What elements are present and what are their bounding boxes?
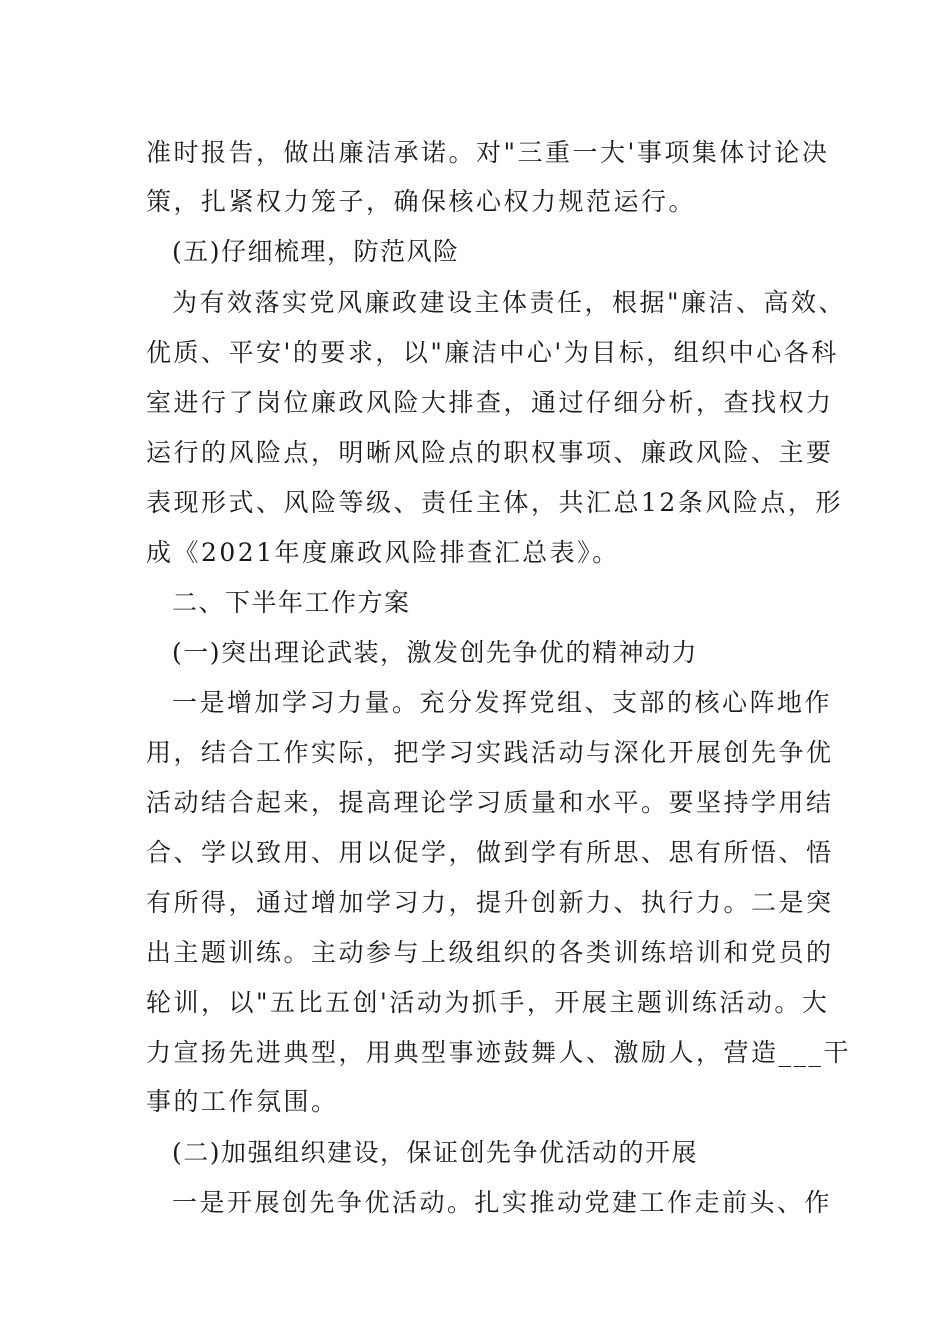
paragraph-line: 事的工作氛围。 bbox=[146, 1087, 339, 1116]
paragraph-line: 合、学以致用、用以促学，做到学有所思、思有所悟、悟 bbox=[146, 838, 834, 867]
paragraph-line: 一是增加学习力量。充分发挥党组、支部的核心阵地作 bbox=[172, 688, 833, 717]
paragraph-line: 准时报告，做出廉洁承诺。对"三重一大'事项集体讨论决 bbox=[146, 138, 830, 167]
paragraph-line: 有所得，通过增加学习力，提升创新力、执行力。二是突 bbox=[146, 888, 834, 917]
paragraph-line: 轮训，以"五比五创'活动为抓手，开展主题训练活动。大 bbox=[146, 988, 830, 1017]
section-heading: 二、下半年工作方案 bbox=[172, 588, 411, 617]
paragraph-line: 表现形式、风险等级、责任主体，共汇总12条风险点，形 bbox=[146, 488, 843, 517]
paragraph-line: 一是开展创先争优活动。扎实推动党建工作走前头、作 bbox=[172, 1188, 833, 1217]
paragraph-line: 出主题训练。主动参与上级组织的各类训练培训和党员的 bbox=[146, 938, 834, 967]
paragraph-line: 优质、平安'的要求，以"廉洁中心'为目标，组织中心各科 bbox=[146, 338, 839, 367]
paragraph-line: 活动结合起来，提高理论学习质量和水平。要坚持学用结 bbox=[146, 788, 834, 817]
paragraph-line: 策，扎紧权力笼子，确保核心权力规范运行。 bbox=[146, 187, 697, 216]
section-heading: (五)仔细梳理，防范风险 bbox=[172, 237, 460, 266]
paragraph-line: 成《2021年度廉政风险排查汇总表》。 bbox=[146, 538, 620, 567]
paragraph-line: 力宣扬先进典型，用典型事迹鼓舞人、激励人，营造___干 bbox=[146, 1038, 852, 1067]
subsection-heading: (一)突出理论武装，激发创先争优的精神动力 bbox=[172, 638, 699, 667]
paragraph-line: 用，结合工作实际，把学习实践活动与深化开展创先争优 bbox=[146, 738, 834, 767]
paragraph-line: 运行的风险点，明晰风险点的职权事项、廉政风险、主要 bbox=[146, 438, 834, 467]
paragraph-line: 为有效落实党风廉政建设主体责任，根据"廉洁、高效、 bbox=[172, 288, 847, 317]
paragraph-line: 室进行了岗位廉政风险大排查，通过仔细分析，查找权力 bbox=[146, 388, 834, 417]
subsection-heading: (二)加强组织建设，保证创先争优活动的开展 bbox=[172, 1138, 699, 1167]
